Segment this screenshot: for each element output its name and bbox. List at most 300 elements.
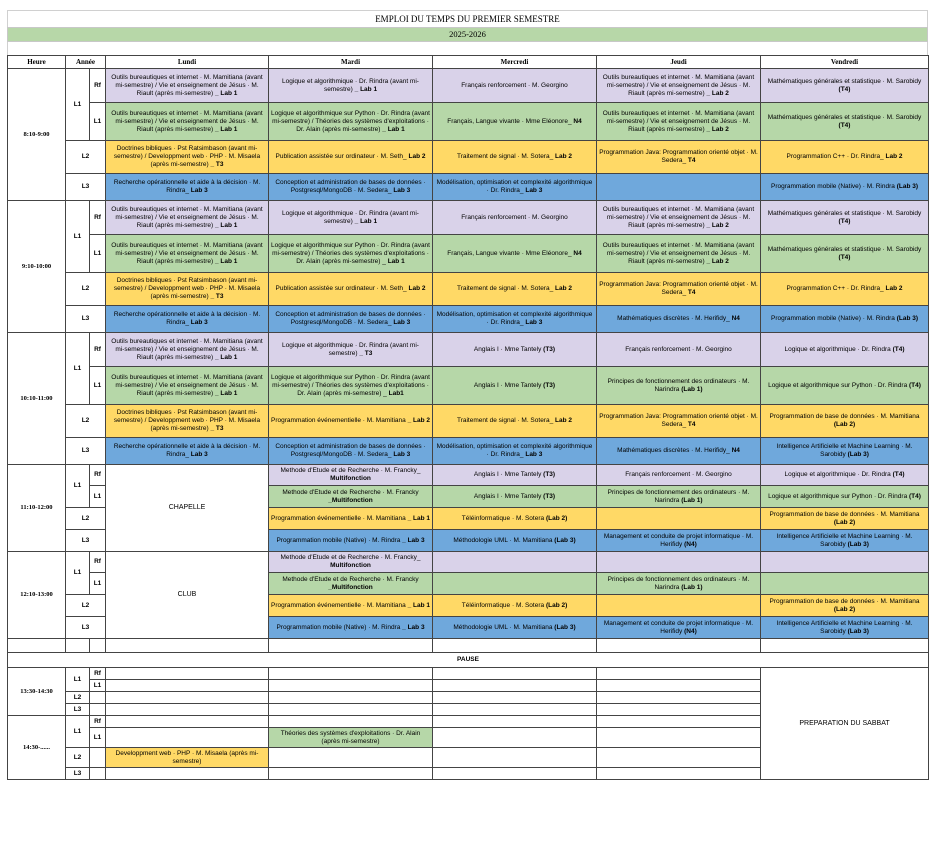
- course-text: Mathématiques discrètes · M. Herifidy_: [617, 315, 730, 322]
- sub-group: Rf: [90, 69, 106, 103]
- course-cell: [269, 405, 433, 438]
- course-cell: [269, 680, 433, 692]
- course-text: Doctrines bibliques · Pst Ratsimbason (avant mi-semestre) / Developpment web · PHP · M. Misaela (après mi-semestre): [113, 409, 261, 432]
- course-room: _ Lab 1: [214, 125, 238, 133]
- course-cell: [106, 438, 269, 465]
- course-cell: [106, 141, 269, 174]
- course-room: _Multifonction: [328, 496, 373, 504]
- course-room: _ Lab 2: [706, 257, 729, 265]
- sub-group: Rf: [90, 333, 106, 367]
- course-room: _ Lab 3: [402, 623, 425, 631]
- course-cell: [761, 465, 929, 486]
- slot-hour: 11:10-12:00: [8, 465, 66, 552]
- year-l2: L2: [66, 141, 106, 174]
- course-cell: [761, 438, 929, 465]
- course-text: Recherche opérationnelle et aide à la décision · M. Rindra_: [113, 179, 261, 194]
- course-cell: [597, 704, 761, 716]
- course-cell: [597, 716, 761, 728]
- course-room: _ Lab 1: [214, 89, 238, 97]
- course-room: _ Lab 2: [706, 221, 729, 229]
- chapelle-block: CHAPELLE: [106, 465, 269, 552]
- course-cell: [597, 235, 761, 273]
- course-cell: [269, 141, 433, 174]
- course-cell: [433, 617, 597, 639]
- empty-cell: [90, 639, 106, 653]
- course-cell: [269, 438, 433, 465]
- course-room: (T4): [838, 85, 851, 93]
- year-l3: L3: [66, 768, 90, 780]
- sub-group: L1: [90, 486, 106, 508]
- course-text: Programmation événementielle · M. Mamitiana: [271, 514, 406, 522]
- course-text: Programmation C++ · Dr. Rindra_: [786, 285, 884, 292]
- course-text: Programmation mobile (Native) · M. Rindra: [276, 536, 401, 544]
- col-heure: Heure: [8, 56, 66, 69]
- course-cell: [433, 333, 597, 367]
- course-text: Outils bureautiques et internet · M. Mamitiana (avant mi-semestre) / Vie et enseignement de Jésus · M. Riault (après mi-semestre): [111, 373, 263, 397]
- sub-group: [90, 704, 106, 716]
- empty-cell: [597, 639, 761, 653]
- course-cell: [761, 103, 929, 141]
- afternoon-hour: 13:30-14:30: [8, 668, 66, 716]
- course-cell: [269, 716, 433, 728]
- course-cell: [761, 333, 929, 367]
- slot-hour: 9:10-10:00: [8, 201, 66, 333]
- course-text: Programmation mobile (Native) · M. Rindra: [276, 623, 401, 631]
- year-l3: L3: [66, 704, 90, 716]
- sub-group: L1: [90, 103, 106, 141]
- course-room: _ Lab 1: [214, 353, 238, 361]
- course-room: (T4): [909, 492, 921, 500]
- course-room: (T3): [543, 471, 556, 478]
- course-text: Programmation mobile (Native) · M. Rindra: [770, 315, 895, 322]
- pause-row: [8, 653, 929, 668]
- sub-group: L1: [90, 728, 106, 748]
- course-cell: [433, 438, 597, 465]
- course-text: Programmation mobile (Native) · M. Rindra: [770, 183, 895, 190]
- course-room: _ Lab 1: [354, 85, 378, 93]
- course-room: Lab1: [388, 389, 404, 397]
- course-text: Recherche opérationnelle et aide à la décision · M. Rindra_: [113, 443, 261, 458]
- year-l1: L1: [66, 552, 90, 595]
- course-cell: [761, 486, 929, 508]
- course-room: _ Lab 1: [407, 601, 430, 609]
- course-text: Logique et algorithmique sur Python · Dr. Rindra (avant mi-semestre) / Théories des systèmes d'exploitations · Dr. Alain (après mi-semestre) _: [271, 241, 430, 265]
- course-cell: [269, 748, 433, 768]
- course-text: Français renforcement · M. Georgino: [461, 81, 568, 89]
- col-jeudi: Jeudi: [597, 56, 761, 69]
- course-room: (Lab 3): [896, 315, 919, 322]
- course-cell: [761, 552, 929, 573]
- course-text: Français, Langue vivante · Mme Eléonore_: [447, 249, 572, 257]
- course-cell: [433, 692, 597, 704]
- sub-group: Rf: [90, 201, 106, 235]
- course-cell: [597, 768, 761, 780]
- course-cell: [597, 306, 761, 333]
- course-text: Outils bureautiques et internet · M. Mamitiana (avant mi-semestre) / Vie et enseignement de Jésus · M. Riault (après mi-semestre): [602, 241, 755, 265]
- course-cell: [106, 273, 269, 306]
- course-cell: [106, 405, 269, 438]
- course-room: _ Lab 2: [706, 125, 729, 133]
- course-text: Programmation Java: Programmation orienté objet · M. Sedera_: [599, 281, 758, 296]
- course-cell: [761, 69, 929, 103]
- course-cell: [597, 333, 761, 367]
- table-row: [8, 306, 929, 333]
- course-room: _ T3: [210, 293, 224, 300]
- course-text: Doctrines bibliques · Pst Ratsimbason (avant mi-semestre) / Developpment web · PHP · M. Misaela (après mi-semestre): [113, 277, 261, 300]
- course-cell: [433, 486, 597, 508]
- course-cell: [433, 201, 597, 235]
- course-room: N4: [573, 117, 582, 125]
- course-cell: [761, 530, 929, 552]
- empty-cell: [433, 639, 597, 653]
- course-text: Français renforcement · M. Georgino: [625, 471, 732, 478]
- course-cell: [597, 103, 761, 141]
- course-text: Conception et administration de bases de données · Postgresql/MongoDB · M. Sedera_: [275, 179, 426, 194]
- course-room: (Lab 2): [833, 605, 856, 613]
- sub-group: Rf: [90, 465, 106, 486]
- course-cell: [433, 552, 597, 573]
- course-text: Logique et algorithmique sur Python · Dr. Rindra: [768, 381, 908, 389]
- course-room: (Lab 1): [681, 385, 703, 393]
- year-l1: L1: [66, 333, 90, 405]
- year-l2: L2: [66, 508, 106, 530]
- sub-group: L1: [90, 367, 106, 405]
- col-vendredi: Vendredi: [761, 56, 929, 69]
- course-cell: [269, 768, 433, 780]
- course-cell: [761, 508, 929, 530]
- course-text: Anglais I · Mme Tantely: [473, 492, 542, 500]
- course-cell: Developpment web · PHP · M. Misaela (après mi-semestre): [106, 748, 269, 768]
- course-room: _Multifonction: [328, 583, 373, 591]
- table-row: [8, 333, 929, 367]
- course-cell: [433, 768, 597, 780]
- year-l1: L1: [66, 716, 90, 748]
- sub-group: L1: [90, 573, 106, 595]
- slot-hour: 8:10-9:00: [8, 69, 66, 201]
- empty-cell: [66, 639, 90, 653]
- course-cell: [433, 141, 597, 174]
- empty-cell: [106, 639, 269, 653]
- course-room: (Lab 2): [833, 518, 856, 526]
- course-room: Lab 3: [525, 187, 543, 194]
- table-row: [8, 465, 929, 486]
- table-row: [8, 201, 929, 235]
- course-cell: [269, 273, 433, 306]
- course-cell: [597, 530, 761, 552]
- sub-group: Rf: [90, 716, 106, 728]
- course-text: Principes de fonctionnement des ordinateurs · M. Narindra: [607, 377, 750, 393]
- course-cell: [106, 728, 269, 748]
- course-cell: [106, 69, 269, 103]
- course-cell: [761, 201, 929, 235]
- year-l1: L1: [66, 465, 90, 508]
- course-cell: [106, 306, 269, 333]
- sabbat-block: PREPARATION DU SABBAT: [761, 668, 929, 780]
- course-text: Outils bureautiques et internet · M. Mamitiana (avant mi-semestre) / Vie et enseignement de Jésus · M. Riault (après mi-semestre): [111, 109, 263, 133]
- course-text: Intelligence Artificielle et Machine Learning · M. Sarobidy: [776, 619, 913, 635]
- course-text: Français renforcement · M. Georgino: [625, 345, 732, 353]
- course-room: (T4): [838, 121, 851, 129]
- course-room: (Lab 3): [847, 627, 869, 635]
- course-cell: [106, 716, 269, 728]
- year-l2: L2: [66, 273, 106, 306]
- table-row: [8, 69, 929, 103]
- course-cell: [597, 438, 761, 465]
- course-room: Multifonction: [330, 562, 371, 569]
- col-lundi: Lundi: [106, 56, 269, 69]
- course-cell: [433, 367, 597, 405]
- course-room: T4: [687, 157, 696, 164]
- course-text: Logique et algorithmique sur Python · Dr. Rindra (avant mi-semestre) / Théories des systèmes d'exploitations · Dr. Alain (après mi-semestre): [271, 109, 430, 133]
- sub-group: Rf: [90, 552, 106, 573]
- sub-group: [90, 768, 106, 780]
- sub-group: [90, 692, 106, 704]
- course-cell: [597, 617, 761, 639]
- table-row: [8, 552, 929, 573]
- course-cell: [761, 235, 929, 273]
- course-text: Outils bureautiques et internet · M. Mamitiana (avant mi-semestre) / Vie et enseignement de Jésus · M. Riault (après mi-semestre): [111, 337, 263, 361]
- course-cell: [597, 367, 761, 405]
- year-l1: L1: [66, 668, 90, 692]
- course-cell: [269, 573, 433, 595]
- course-cell: [433, 405, 597, 438]
- course-room: Lab 2: [555, 285, 572, 292]
- course-cell: [597, 174, 761, 201]
- table-row: [8, 235, 929, 273]
- course-room: N4: [731, 315, 740, 322]
- empty-cell: [269, 639, 433, 653]
- course-room: _ Lab 1: [214, 389, 238, 397]
- course-room: (N4): [684, 540, 697, 548]
- course-text: Methode d'Etude et de Recherche · M. Francky_: [280, 467, 421, 474]
- course-cell: [106, 201, 269, 235]
- course-room: Lab 3: [190, 319, 208, 326]
- course-text: Recherche opérationnelle et aide à la décision · M. Rindra_: [113, 311, 261, 326]
- course-text: Traitement de signal · M. Sotera_: [456, 417, 554, 424]
- course-text: Modélisation, optimisation et complexité algorithmique · Dr. Rindra_: [436, 443, 593, 458]
- course-room: _ Lab 1: [407, 514, 430, 522]
- course-cell: [597, 405, 761, 438]
- course-cell: [269, 465, 433, 486]
- course-text: Anglais I · Mme Tantely: [473, 381, 542, 389]
- year-l2: L2: [66, 748, 90, 768]
- course-room: Multifonction: [330, 475, 371, 482]
- course-text: Logique et algorithmique · Dr. Rindra (avant mi-semestre): [282, 341, 419, 357]
- course-cell: Théories des systèmes d'exploitations · Dr. Alain (après mi-semestre): [269, 728, 433, 748]
- course-room: Lab 3: [393, 451, 411, 458]
- course-cell: [433, 103, 597, 141]
- course-cell: [433, 748, 597, 768]
- course-cell: [269, 103, 433, 141]
- afternoon-hour: 14:30-......: [8, 716, 66, 780]
- course-room: Lab 2: [555, 153, 572, 160]
- col-mercredi: Mercredi: [433, 56, 597, 69]
- course-room: Lab 3: [393, 319, 411, 326]
- table-row: [8, 174, 929, 201]
- table-row: [8, 405, 929, 438]
- table-row: [8, 438, 929, 465]
- course-text: Conception et administration de bases de données · Postgresql/MongoDB · M. Sedera_: [275, 311, 426, 326]
- course-cell: [269, 552, 433, 573]
- course-text: Logique et algorithmique · Dr. Rindra (avant mi-semestre): [282, 77, 419, 93]
- table-row: [8, 103, 929, 141]
- course-text: Téléinformatique · M. Sotera: [461, 601, 545, 609]
- course-text: Logique et algorithmique · Dr. Rindra: [784, 471, 891, 478]
- course-text: Management et conduite de projet informatique · M. Herifidy: [603, 619, 754, 635]
- course-room: (Lab 2): [833, 421, 856, 428]
- course-cell: [433, 704, 597, 716]
- course-room: (T4): [892, 345, 905, 353]
- course-cell: [761, 174, 929, 201]
- course-text: Mathématiques générales et statistique · M. Sarobidy: [767, 77, 922, 85]
- course-cell: [106, 235, 269, 273]
- course-room: (T3): [543, 492, 556, 500]
- course-room: (Lab 3): [554, 536, 576, 544]
- course-room: (T4): [838, 217, 851, 225]
- course-cell: [433, 306, 597, 333]
- course-cell: [106, 367, 269, 405]
- course-cell: [269, 201, 433, 235]
- course-room: _ Lab 1: [354, 217, 378, 225]
- course-cell: [597, 680, 761, 692]
- course-cell: [433, 465, 597, 486]
- course-cell: [597, 141, 761, 174]
- course-room: Lab 3: [525, 319, 543, 326]
- course-cell: [269, 235, 433, 273]
- course-cell: [106, 333, 269, 367]
- slot-hour: 10:10-11:00: [8, 333, 66, 465]
- course-cell: [269, 595, 433, 617]
- course-text: Modélisation, optimisation et complexité algorithmique · Dr. Rindra_: [436, 179, 593, 194]
- course-cell: [269, 508, 433, 530]
- pause-label: PAUSE: [8, 653, 929, 668]
- course-room: (T3): [543, 381, 556, 389]
- course-text: Methode d'Etude et de Recherche · M. Francky: [282, 488, 419, 496]
- course-text: Programmation Java: Programmation orienté objet · M. Sedera_: [599, 149, 758, 164]
- course-cell: [433, 728, 597, 748]
- course-cell: [597, 201, 761, 235]
- course-room: _ Lab 1: [214, 257, 238, 265]
- col-mardi: Mardi: [269, 56, 433, 69]
- course-room: Lab 2: [885, 285, 903, 292]
- course-cell: [269, 306, 433, 333]
- course-text: Doctrines bibliques · Pst Ratsimbason (avant mi-semestre) / Developpment web · PHP · M. Misaela (après mi-semestre): [113, 145, 261, 168]
- course-room: _ Lab 2: [706, 89, 729, 97]
- course-cell: [106, 174, 269, 201]
- sub-group: [90, 748, 106, 768]
- course-text: Programmation de base de données · M. Mamitiana: [769, 597, 920, 605]
- course-text: Outils bureautiques et internet · M. Mamitiana (avant mi-semestre) / Vie et enseignement de Jésus · M. Riault (après mi-semestre): [111, 205, 263, 229]
- course-room: (T4): [892, 471, 905, 478]
- page-title: EMPLOI DU TEMPS DU PREMIER SEMESTRE: [7, 10, 928, 27]
- timetable: [7, 55, 929, 780]
- course-room: Lab 3: [393, 187, 411, 194]
- course-text: Logique et algorithmique sur Python · Dr. Rindra (avant mi-semestre) / Théories des systèmes d'exploitations · Dr. Alain (après mi-semestre) _: [271, 373, 430, 397]
- course-room: Lab 3: [190, 187, 208, 194]
- year-l1: L1: [66, 201, 90, 273]
- course-cell: [269, 367, 433, 405]
- course-room: (T3): [543, 345, 556, 353]
- course-cell: [106, 103, 269, 141]
- course-cell: [597, 573, 761, 595]
- year-l3: L3: [66, 174, 106, 201]
- course-cell: [269, 174, 433, 201]
- course-cell: [433, 716, 597, 728]
- sub-group: Rf: [90, 668, 106, 680]
- year-l1: L1: [66, 69, 90, 141]
- course-room: Lab 1: [387, 257, 405, 265]
- year-l2: L2: [66, 405, 106, 438]
- slot-hour: 12:10-13:00: [8, 552, 66, 639]
- course-text: Méthodologie UML · M. Mamitiana: [453, 536, 553, 544]
- course-room: (T4): [909, 381, 921, 389]
- course-room: Lab 3: [525, 451, 543, 458]
- course-room: _ Lab 2: [407, 417, 430, 424]
- course-cell: [597, 486, 761, 508]
- course-cell: [433, 668, 597, 680]
- course-text: Outils bureautiques et internet · M. Mamitiana (avant mi-semestre) / Vie et enseignement de Jésus · M. Riault (après mi-semestre): [602, 73, 755, 97]
- course-room: Lab 2: [885, 153, 903, 160]
- header-row: [8, 56, 929, 69]
- course-text: Intelligence Artificielle et Machine Learning · M. Sarobidy: [776, 532, 913, 548]
- course-cell: [761, 405, 929, 438]
- spacer: [7, 42, 928, 55]
- course-room: (Lab 1): [681, 496, 703, 504]
- course-text: Mathématiques générales et statistique · M. Sarobidy: [767, 209, 922, 217]
- course-cell: [269, 617, 433, 639]
- course-cell: [597, 69, 761, 103]
- course-cell: [597, 465, 761, 486]
- course-cell: [269, 333, 433, 367]
- course-room: T4: [687, 289, 696, 296]
- course-text: Logique et algorithmique · Dr. Rindra: [784, 345, 891, 353]
- course-cell: [433, 69, 597, 103]
- course-room: _ Lab 1: [382, 125, 405, 133]
- course-room: (Lab 3): [847, 540, 869, 548]
- course-text: Outils bureautiques et internet · M. Mamitiana (avant mi-semestre) / Vie et enseignement de Jésus · M. Riault (après mi-semestre): [111, 73, 263, 97]
- course-room: T4: [687, 421, 696, 428]
- course-cell: [761, 306, 929, 333]
- course-cell: [269, 530, 433, 552]
- course-cell: [597, 748, 761, 768]
- empty-cell: [8, 639, 66, 653]
- sub-group: L1: [90, 235, 106, 273]
- course-cell: [761, 595, 929, 617]
- course-text: Outils bureautiques et internet · M. Mamitiana (avant mi-semestre) / Vie et enseignement de Jésus · M. Riault (après mi-semestre): [602, 205, 755, 229]
- course-text: Intelligence Artificielle et Machine Learning · M. Sarobidy: [776, 443, 913, 458]
- course-text: Téléinformatique · M. Sotera: [461, 514, 545, 522]
- course-text: Programmation événementielle · M. Mamitiana: [271, 417, 406, 424]
- course-text: Traitement de signal · M. Sotera_: [456, 285, 554, 292]
- course-cell: [597, 508, 761, 530]
- course-cell: [761, 573, 929, 595]
- year-l3: L3: [66, 306, 106, 333]
- course-cell: [597, 595, 761, 617]
- course-room: _ T3: [359, 349, 373, 357]
- course-cell: [106, 768, 269, 780]
- course-cell: [433, 595, 597, 617]
- course-room: (N4): [684, 627, 697, 635]
- course-room: N4: [573, 249, 582, 257]
- course-room: Lab 2: [408, 153, 426, 160]
- course-room: (Lab 3): [847, 451, 869, 458]
- course-room: (Lab 3): [554, 623, 576, 631]
- table-row: [8, 141, 929, 174]
- course-cell: [761, 367, 929, 405]
- course-text: Français renforcement · M. Georgino: [461, 213, 568, 221]
- course-text: Mathématiques générales et statistique · M. Sarobidy: [767, 113, 922, 121]
- course-room: _ T3: [210, 425, 224, 432]
